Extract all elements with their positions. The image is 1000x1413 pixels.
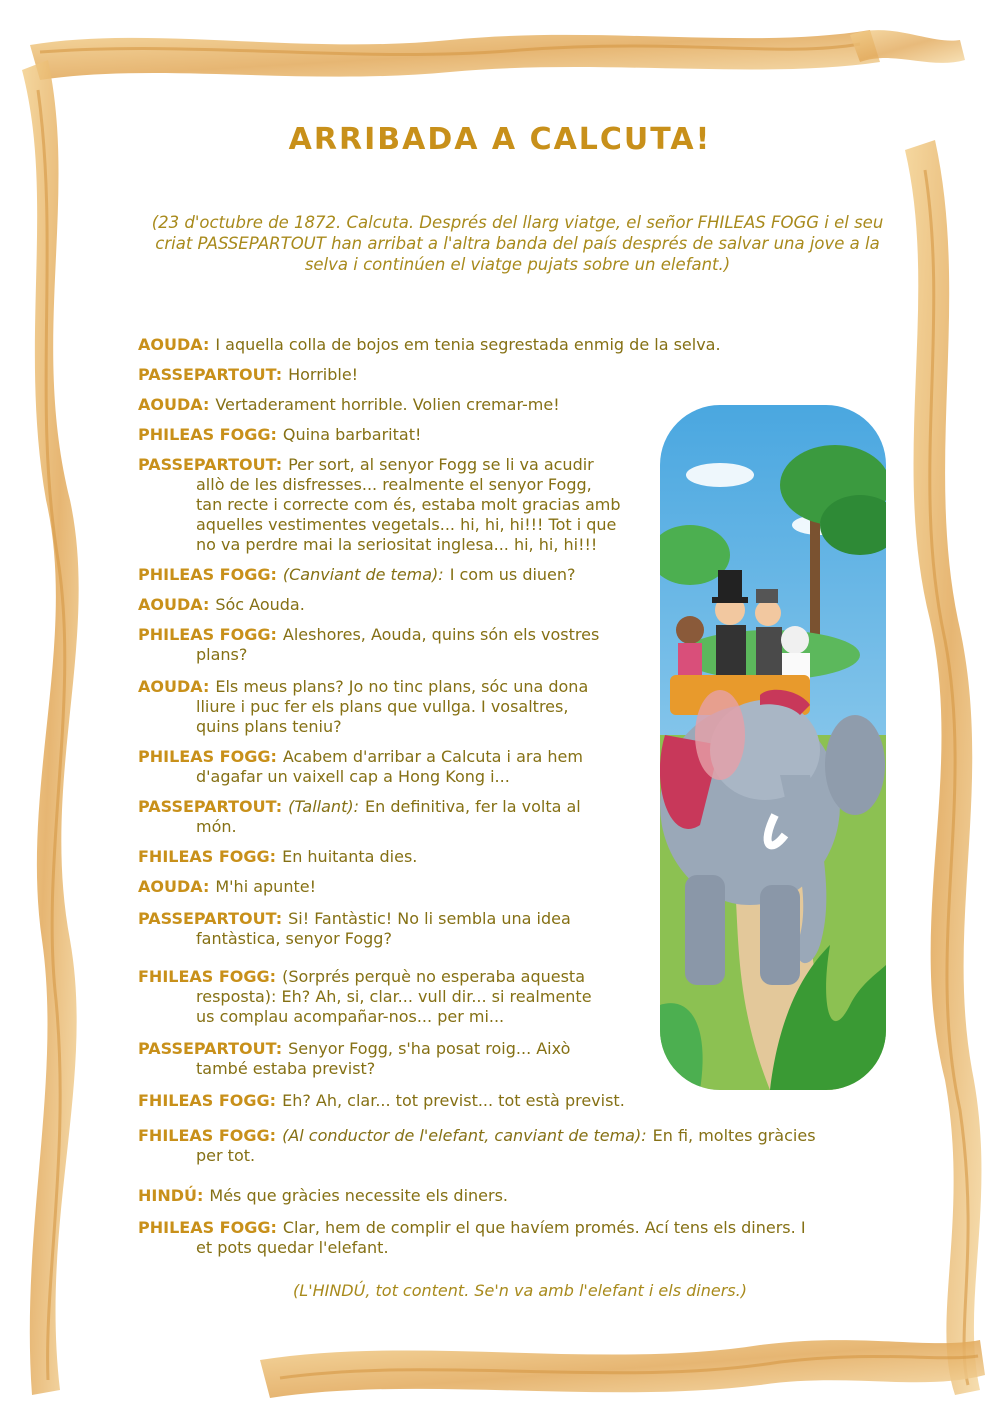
dialogue-line xyxy=(138,1039,570,1079)
stage-direction: (Tallant): xyxy=(288,797,359,816)
speaker-name: PHILEAS FOGG: xyxy=(138,625,277,644)
dialogue-line xyxy=(138,1218,806,1258)
speaker-name: AOUDA: xyxy=(138,677,210,696)
dialogue-continuation: tan recte i correcte com és, estaba molt gracias amb xyxy=(196,495,621,514)
dialogue-continuation: allò de les disfresses... realmente el senyor Fogg, xyxy=(196,475,592,494)
dialogue-continuation: lliure i puc fer els plans que vullga. I vosaltres, xyxy=(196,697,569,716)
speaker-name: FHILEAS FOGG: xyxy=(138,847,277,866)
dialogue-line xyxy=(138,797,581,837)
dialogue-continuation: quins plans teniu? xyxy=(196,717,342,736)
speaker-name: PASSEPARTOUT: xyxy=(138,797,283,816)
dialogue-text: (Sorprés perquè no esperaba aquesta xyxy=(282,967,585,986)
dialogue-continuation: plans? xyxy=(196,645,248,664)
dialogue-continuation: per tot. xyxy=(196,1146,256,1165)
dialogue-line xyxy=(138,847,417,867)
dialogue-line xyxy=(138,625,599,665)
dialogue-continuation: no va perdre mai la seriositat inglesa... hi, hi, hi!!! xyxy=(196,535,598,554)
dialogue-text: Acabem d'arribar a Calcuta i ara hem xyxy=(282,747,583,766)
speaker-name: PASSEPARTOUT: xyxy=(138,365,283,384)
dialogue-text: Aleshores, Aouda, quins són els vostres xyxy=(282,625,600,644)
speaker-name: FHILEAS FOGG: xyxy=(138,1126,277,1145)
stage-direction: (Canviant de tema): xyxy=(282,565,444,584)
dialogue-line xyxy=(138,1126,816,1166)
dialogue-text: En definitiva, fer la volta al xyxy=(364,797,581,816)
dialogue-text: Sóc Aouda. xyxy=(215,595,305,614)
speaker-name: PASSEPARTOUT: xyxy=(138,455,283,474)
dialogue-line xyxy=(138,877,316,897)
page-title: ARRIBADA A CALCUTA! xyxy=(288,122,712,157)
dialogue-continuation: resposta): Eh? Ah, si, clar... vull dir... si realmente xyxy=(196,987,592,1006)
dialogue-continuation: també estaba previst? xyxy=(196,1059,376,1078)
dialogue-text: Més que gràcies necessite els diners. xyxy=(209,1186,508,1205)
dialogue-line xyxy=(138,909,571,949)
speaker-name: AOUDA: xyxy=(138,395,210,414)
elephant-illustration xyxy=(660,405,886,1090)
dialogue-line xyxy=(138,425,421,445)
speaker-name: PHILEAS FOGG: xyxy=(138,1218,277,1237)
dialogue-text: Per sort, al senyor Fogg se li va acudir xyxy=(288,455,594,474)
dialogue-line xyxy=(138,365,358,385)
dialogue-text: Els meus plans? Jo no tinc plans, sóc una dona xyxy=(215,677,589,696)
dialogue-line xyxy=(138,1091,625,1111)
dialogue-text: I com us diuen? xyxy=(449,565,576,584)
dialogue-continuation: us complau acompañar-nos... per mi... xyxy=(196,1007,505,1026)
speaker-name: AOUDA: xyxy=(138,877,210,896)
closing-stage-direction: (L'HINDÚ, tot content. Se'n va amb l'elefant i els diners.) xyxy=(293,1281,747,1300)
dialogue-continuation: et pots quedar l'elefant. xyxy=(196,1238,389,1257)
speaker-name: PASSEPARTOUT: xyxy=(138,909,283,928)
speaker-name: HINDÚ: xyxy=(138,1186,204,1205)
dialogue-line xyxy=(138,747,583,787)
dialogue-continuation: món. xyxy=(196,817,237,836)
dialogue-text: Eh? Ah, clar... tot previst... tot està previst. xyxy=(282,1091,625,1110)
dialogue-text: M'hi apunte! xyxy=(215,877,316,896)
dialogue-text: En fi, moltes gràcies xyxy=(652,1126,816,1145)
dialogue-continuation: fantàstica, senyor Fogg? xyxy=(196,929,392,948)
dialogue-text: Senyor Fogg, s'ha posat roig... Això xyxy=(288,1039,571,1058)
dialogue-line xyxy=(138,395,560,415)
stage-direction: (Al conductor de l'elefant, canviant de tema): xyxy=(282,1126,647,1145)
dialogue-line xyxy=(138,335,721,355)
speaker-name: PASSEPARTOUT: xyxy=(138,1039,283,1058)
dialogue-continuation: d'agafar un vaixell cap a Hong Kong i... xyxy=(196,767,510,786)
dialogue-text: Vertaderament horrible. Volien cremar-me! xyxy=(215,395,560,414)
dialogue-line xyxy=(138,455,621,555)
dialogue-text: Horrible! xyxy=(288,365,359,384)
speaker-name: PHILEAS FOGG: xyxy=(138,425,277,444)
dialogue-text: Si! Fantàstic! No li sembla una idea xyxy=(288,909,571,928)
dialogue-text: I aquella colla de bojos em tenia segrestada enmig de la selva. xyxy=(215,335,721,354)
scene-intro: (23 d'octubre de 1872. Calcuta. Després del llarg viatge, el señor FHILEAS FOGG i el seu criat PASSEPARTOUT han arribat a l'altra banda del país després de salvar una jove a la selva i continúen el viatge pujats sobre un elefant.) xyxy=(151,213,884,274)
speaker-name: AOUDA: xyxy=(138,335,210,354)
speaker-name: PHILEAS FOGG: xyxy=(138,747,277,766)
speaker-name: FHILEAS FOGG: xyxy=(138,967,277,986)
dialogue-line xyxy=(138,595,305,615)
speaker-name: FHILEAS FOGG: xyxy=(138,1091,277,1110)
dialogue-line xyxy=(138,967,592,1027)
dialogue-line xyxy=(138,1186,508,1206)
speaker-name: PHILEAS FOGG: xyxy=(138,565,277,584)
dialogue-line xyxy=(138,677,588,737)
dialogue-text: Quina barbaritat! xyxy=(282,425,422,444)
dialogue-text: En huitanta dies. xyxy=(282,847,418,866)
dialogue-line xyxy=(138,565,576,585)
dialogue-continuation: aquelles vestimentes vegetals... hi, hi, hi!!! Tot i que xyxy=(196,515,617,534)
speaker-name: AOUDA: xyxy=(138,595,210,614)
dialogue-text: Clar, hem de complir el que havíem promés. Ací tens els diners. I xyxy=(282,1218,806,1237)
